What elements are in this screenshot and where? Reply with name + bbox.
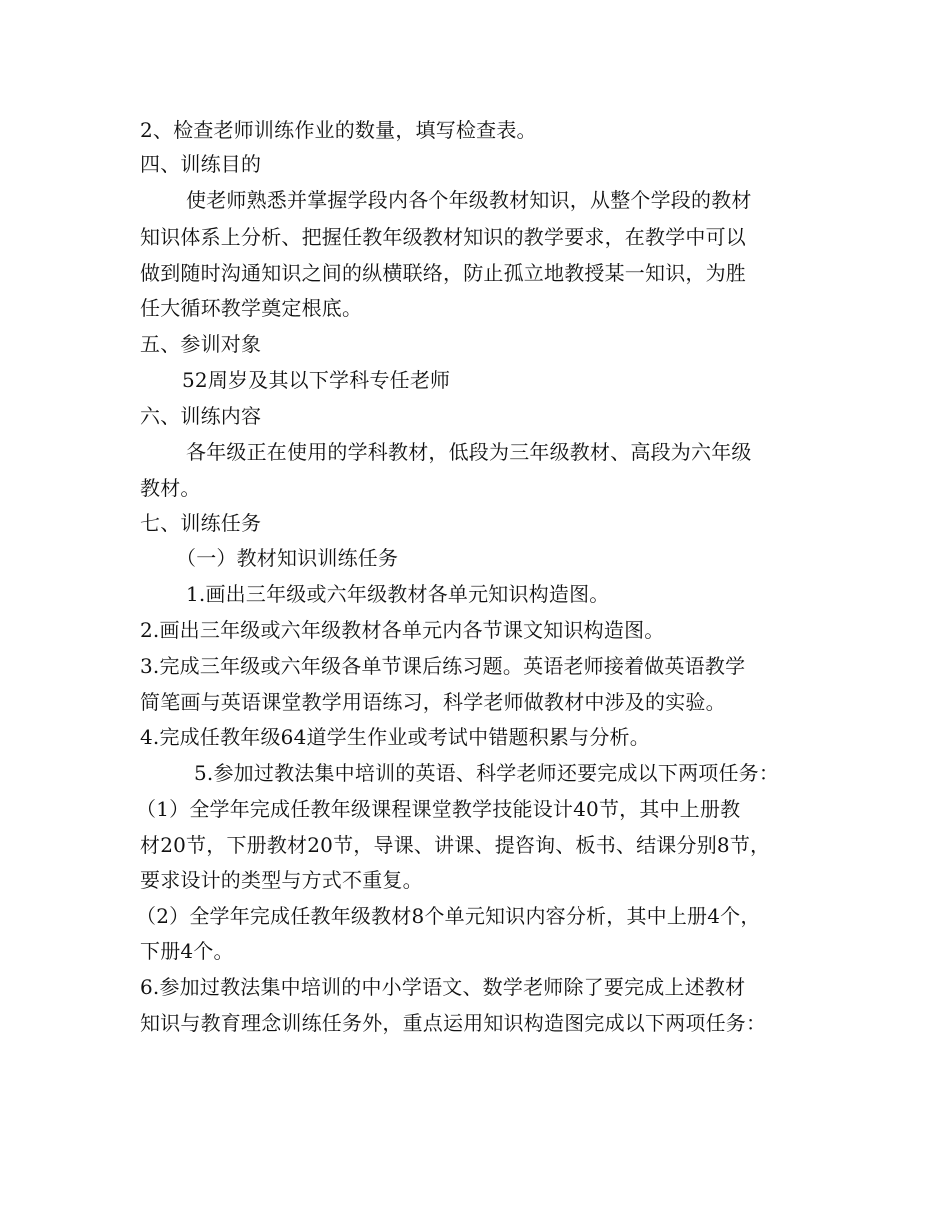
text-line: 知识体系上分析、把握任教年级教材知识的教学要求，在教学中可以 bbox=[140, 225, 746, 249]
text-line: 3.完成三年级或六年级各单节课后练习题。英语老师接着做英语教学 bbox=[140, 654, 746, 678]
text-line: 使老师熟悉并掌握学段内各个年级教材知识，从整个学段的教材 bbox=[186, 188, 752, 212]
text-line: 52周岁及其以下学科专任老师 bbox=[182, 368, 451, 392]
text-line: 4.完成任教年级64道学生作业或考试中错题积累与分析。 bbox=[140, 725, 650, 749]
text-line: 简笔画与英语课堂教学用语练习，科学老师做教材中涉及的实验。 bbox=[140, 690, 726, 714]
section-heading: 四、训练目的 bbox=[140, 152, 262, 176]
section-heading: 六、训练内容 bbox=[140, 404, 262, 428]
section-heading: 七、训练任务 bbox=[140, 511, 262, 535]
text-line: 6.参加过教法集中培训的中小学语文、数学老师除了要完成上述教材 bbox=[140, 975, 746, 999]
text-line: 2、检查老师训练作业的数量，填写检查表。 bbox=[140, 118, 537, 142]
text-line: 1.画出三年级或六年级教材各单元知识构造图。 bbox=[186, 582, 610, 606]
subsection-heading: （一）教材知识训练任务 bbox=[176, 546, 399, 570]
section-heading: 五、参训对象 bbox=[140, 332, 262, 356]
text-line: （2）全学年完成任教年级教材8个单元知识内容分析，其中上册4个， bbox=[136, 904, 761, 928]
text-line: 任大循环教学奠定根底。 bbox=[140, 296, 363, 320]
text-line: 2.画出三年级或六年级教材各单元内各节课文知识构造图。 bbox=[140, 618, 665, 642]
text-line: 5.参加过教法集中培训的英语、科学老师还要完成以下两项任务： bbox=[194, 761, 780, 785]
text-line: 要求设计的类型与方式不重复。 bbox=[140, 868, 423, 892]
text-line: 材20节，下册教材20节，导课、讲课、提咨询、板书、结课分别8节， bbox=[140, 833, 771, 857]
text-line: 下册4个。 bbox=[140, 939, 234, 963]
text-line: 各年级正在使用的学科教材，低段为三年级教材、高段为六年级 bbox=[186, 440, 752, 464]
text-line: （1）全学年完成任教年级课程课堂教学技能设计40节，其中上册教 bbox=[136, 797, 741, 821]
text-line: 知识与教育理念训练任务外，重点运用知识构造图完成以下两项任务： bbox=[140, 1011, 767, 1035]
text-line: 教材。 bbox=[140, 476, 201, 500]
text-line: 做到随时沟通知识之间的纵横联络，防止孤立地教授某一知识，为胜 bbox=[140, 261, 746, 285]
